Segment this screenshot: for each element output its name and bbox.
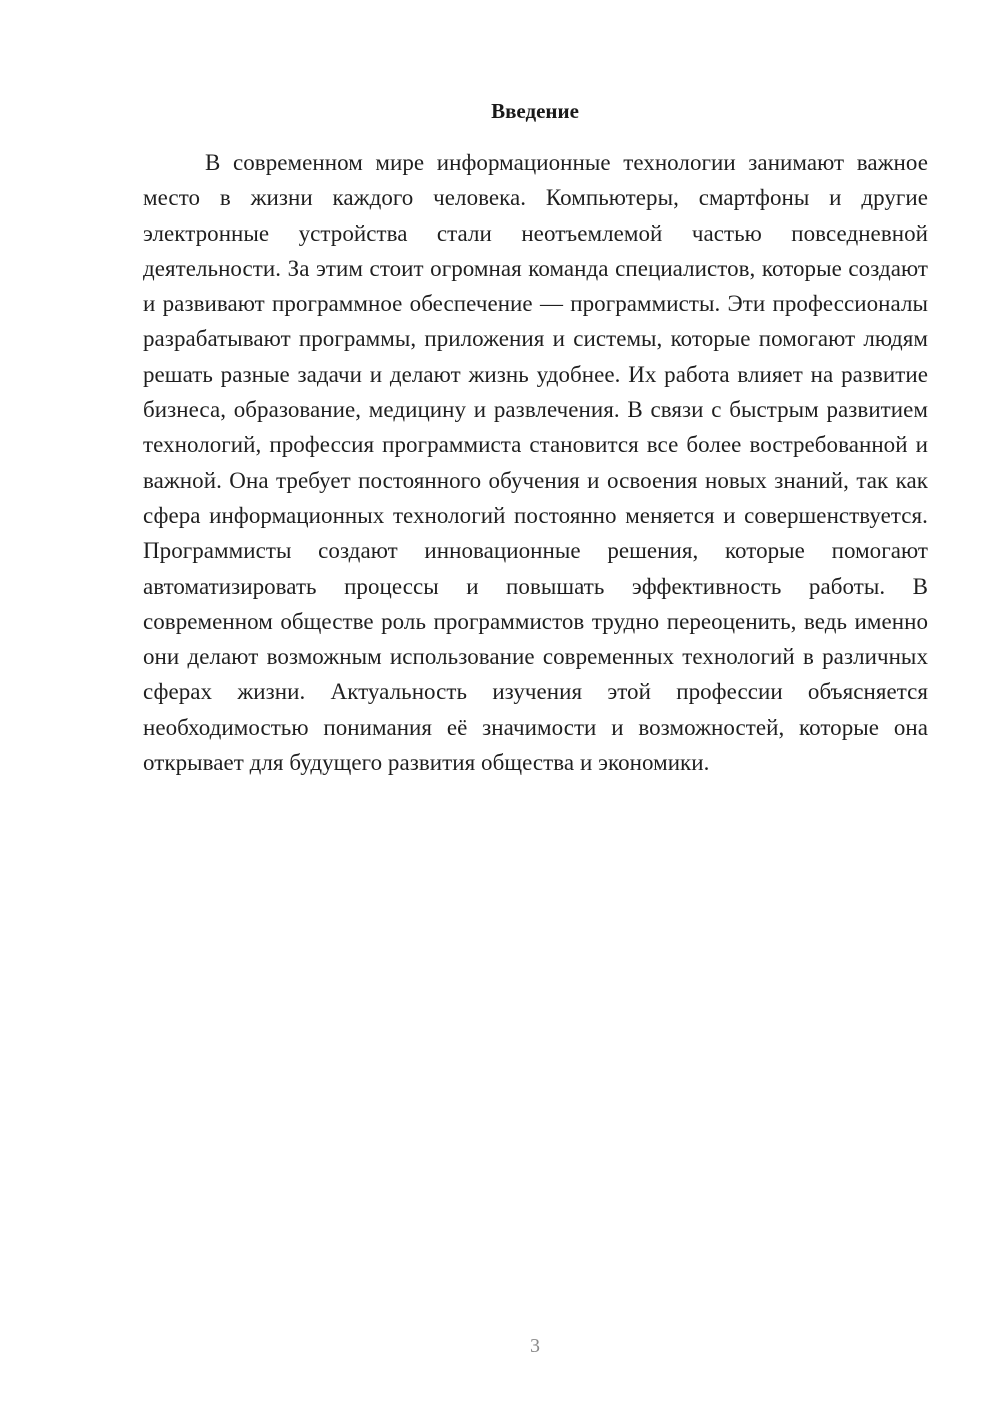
- section-heading: Введение: [491, 99, 579, 123]
- page-number: 3: [530, 1335, 540, 1357]
- body-paragraph: В современном мире информационные технологии занимают важное место в жизни каждого человека. Компьютеры, смартфоны и другие электронные устройства стали неотъемлемой частью повседневной деятельности. За этим стоит огромная команда специалистов, которые создают и развивают программное обеспечение — программисты. Эти профессионалы разрабатывают программы, приложения и системы, которые помогают людям решать разные задачи и делают жизнь удобнее. Их работа влияет на развитие бизнеса, образование, медицину и развлечения. В связи с быстрым развитием технологий, профессия программиста становится все более востребованной и важной. Она требует постоянного обучения и освоения новых знаний, так как сфера информационных технологий постоянно меняется и совершенствуется. Программисты создают инновационные решения, которые помогают автоматизировать процессы и повышать эффективность работы. В современном обществе роль программистов трудно переоценить, ведь именно они делают возможным использование современных технологий в различных сферах жизни. Актуальность изучения этой профессии объясняется необходимостью понимания её значимости и возможностей, которые она открывает для будущего развития общества и экономики.: [143, 150, 928, 776]
